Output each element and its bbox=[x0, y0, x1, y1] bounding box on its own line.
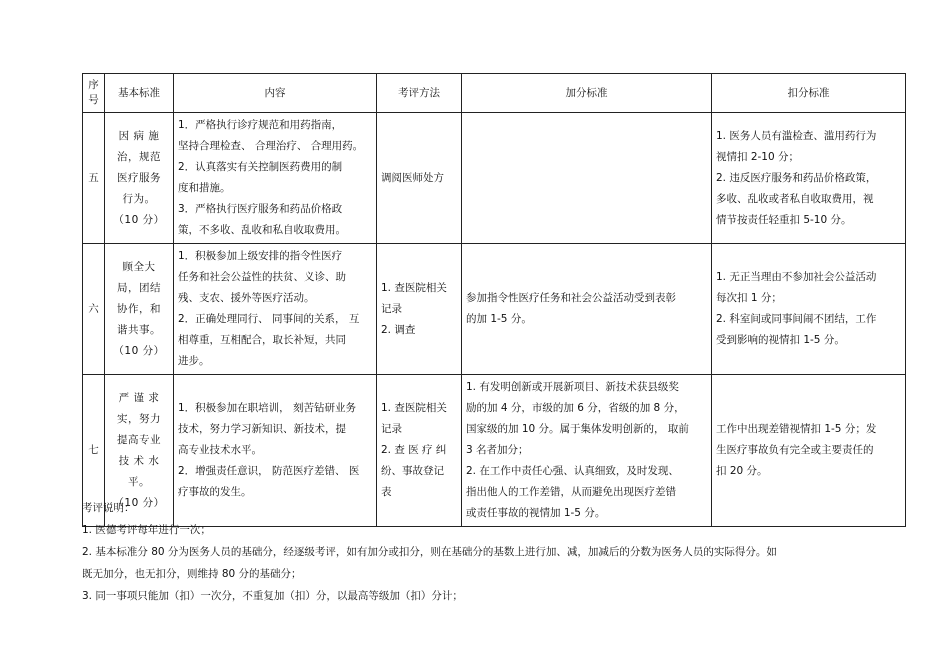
method-cell-line: 1. 查医院相关 bbox=[381, 281, 447, 294]
method-cell-line: 2. 查 医 疗 纠 bbox=[381, 444, 447, 456]
basic-standard-cell-line: 严 谨 求 bbox=[118, 391, 160, 404]
evaluation-notes bbox=[82, 497, 912, 607]
notes-line: 3. 同一事项只能加（扣）一次分，不重复加（扣）分，以最高等级加（扣）分计； bbox=[82, 590, 463, 602]
basic-standard-cell-line: （10 分） bbox=[113, 213, 165, 226]
content-cell-line: 2．认真落实有关控制医药费用的制 bbox=[178, 161, 343, 173]
content-cell-line: 技术，努力学习新知识、新技术，提 bbox=[178, 423, 346, 435]
minus-standard-cell-line: 2. 科室间或同事间闹不团结，工作 bbox=[716, 313, 877, 325]
row-number: 六 bbox=[83, 244, 105, 375]
basic-standard-cell bbox=[105, 113, 174, 244]
row-number: 七 bbox=[83, 375, 105, 527]
basic-standard-cell-line: 协作，和 bbox=[117, 302, 161, 315]
plus-standard-cell-line: 的加 1-5 分。 bbox=[466, 313, 532, 325]
plus-standard-cell-line: 国家级的加 10 分。属于集体发明创新的， 取前 bbox=[466, 423, 689, 435]
method-cell-line: 表 bbox=[381, 486, 392, 498]
minus-standard-cell-line: 每次扣 1 分； bbox=[716, 292, 782, 304]
basic-standard-cell bbox=[105, 244, 174, 375]
method-cell-line: 记录 bbox=[381, 302, 402, 315]
plus-standard-cell-line: 1. 有发明创新或开展新项目、新技术获县级奖 bbox=[466, 381, 679, 393]
notes-line: 既无加分，也无扣分，则维持 80 分的基础分； bbox=[82, 568, 302, 580]
method-cell-line: 调阅医师处方 bbox=[381, 171, 444, 184]
basic-standard-cell-line: （10 分） bbox=[113, 496, 165, 509]
plus-standard-cell-line: 励的加 4 分，市级的加 6 分，省级的加 8 分， bbox=[466, 402, 685, 414]
basic-standard-cell-line: 顾全大 bbox=[122, 260, 156, 273]
plus-standard-cell-line: 指出他人的工作差错，从而避免出现医疗差错 bbox=[466, 486, 676, 498]
plus-standard-cell-line: 3 名者加分； bbox=[466, 444, 529, 456]
basic-standard-cell-line: 技 术 水 bbox=[118, 454, 160, 467]
row-number: 五 bbox=[83, 113, 105, 244]
minus-standard-cell-line: 扣 20 分。 bbox=[716, 465, 768, 477]
content-cell bbox=[174, 244, 377, 375]
header-no: 序号 bbox=[83, 74, 105, 113]
content-cell-line: 任务和社会公益性的扶贫、义诊、助 bbox=[178, 271, 346, 283]
plus-standard-cell-line: 2. 在工作中责任心强、认真细致，及时发现、 bbox=[466, 465, 679, 477]
basic-standard-cell-line: 局，团结 bbox=[117, 281, 161, 294]
basic-standard-cell-line: 平。 bbox=[128, 475, 150, 488]
content-cell-line: 残、支农、援外等医疗活动。 bbox=[178, 292, 315, 304]
notes-line: 1. 医德考评每年进行一次； bbox=[82, 524, 211, 536]
plus-standard-cell-line: 参加指令性医疗任务和社会公益活动受到表彰 bbox=[466, 292, 676, 304]
header-plus: 加分标准 bbox=[462, 74, 712, 113]
minus-standard-cell-line: 1. 无正当理由不参加社会公益活动 bbox=[716, 271, 877, 283]
content-cell-line: 1．积极参加上级安排的指令性医疗 bbox=[178, 250, 343, 262]
header-minus: 扣分标准 bbox=[712, 74, 906, 113]
content-cell-line: 1．积极参加在职培训， 刻苦钻研业务 bbox=[178, 402, 357, 414]
basic-standard-cell-line: 医疗服务 bbox=[117, 171, 161, 184]
header-method: 考评方法 bbox=[377, 74, 462, 113]
basic-standard-cell-line: 提高专业 bbox=[117, 433, 161, 446]
content-cell bbox=[174, 113, 377, 244]
notes-title: 考评说明： bbox=[82, 502, 135, 514]
content-cell-line: 疗事故的发生。 bbox=[178, 486, 252, 498]
method-cell-line: 2. 调查 bbox=[381, 323, 416, 336]
method-cell-line: 1. 查医院相关 bbox=[381, 402, 447, 414]
basic-standard-cell-line: 行为。 bbox=[122, 192, 156, 205]
basic-standard-cell-line: 谐共事。 bbox=[117, 323, 161, 336]
content-cell-line: 3．严格执行医疗服务和药品价格政 bbox=[178, 203, 343, 215]
header-basic: 基本标准 bbox=[105, 74, 174, 113]
minus-standard-cell bbox=[712, 244, 906, 375]
method-cell bbox=[377, 113, 462, 244]
minus-standard-cell-line: 工作中出现差错视情扣 1-5 分；发 bbox=[716, 423, 877, 435]
header-content: 内容 bbox=[174, 74, 377, 113]
content-cell-line: 相尊重，互相配合，取长补短，共同 bbox=[178, 334, 346, 346]
basic-standard-cell-line: （10 分） bbox=[113, 344, 165, 357]
evaluation-table bbox=[82, 73, 906, 527]
minus-standard-cell-line: 情节按责任轻重扣 5-10 分。 bbox=[716, 213, 852, 226]
content-cell-line: 策，不多收、乱收和私自收取费用。 bbox=[178, 224, 346, 236]
content-cell-line: 2．正确处理同行、 同事间的关系， 互 bbox=[178, 313, 360, 325]
content-cell-line: 度和措施。 bbox=[178, 182, 231, 194]
basic-standard-cell-line: 治，规范 bbox=[117, 150, 161, 163]
minus-standard-cell-line: 多收、乱收或者私自收取费用，视 bbox=[716, 192, 874, 205]
plus-standard-cell bbox=[462, 113, 712, 244]
minus-standard-cell-line: 1. 医务人员有滥检查、滥用药行为 bbox=[716, 129, 877, 142]
minus-standard-cell-line: 2. 违反医疗服务和药品价格政策， bbox=[716, 171, 877, 184]
table-header-row bbox=[83, 74, 906, 113]
table-row bbox=[83, 244, 906, 375]
content-cell-line: 进步。 bbox=[178, 355, 210, 367]
content-cell-line: 1．严格执行诊疗规范和用药指南， bbox=[178, 119, 343, 131]
minus-standard-cell-line: 视情扣 2-10 分； bbox=[716, 150, 800, 163]
content-cell-line: 2．增强责任意识， 防范医疗差错、 医 bbox=[178, 465, 360, 477]
table-row bbox=[83, 113, 906, 244]
plus-standard-cell bbox=[462, 244, 712, 375]
method-cell-line: 记录 bbox=[381, 423, 402, 435]
content-cell-line: 高专业技术水平。 bbox=[178, 444, 262, 456]
basic-standard-cell-line: 实，努力 bbox=[117, 412, 161, 425]
notes-line: 2. 基本标准分 80 分为医务人员的基础分，经逐级考评，如有加分或扣分，则在基础分的基数上进行加、减，加减后的分数为医务人员的实际得分。如 bbox=[82, 546, 777, 558]
minus-standard-cell-line: 受到影响的视情扣 1-5 分。 bbox=[716, 334, 845, 346]
minus-standard-cell-line: 生医疗事故负有完全或主要责任的 bbox=[716, 444, 874, 456]
minus-standard-cell bbox=[712, 113, 906, 244]
basic-standard-cell-line: 因 病 施 bbox=[118, 129, 160, 142]
plus-standard-cell-line: 或责任事故的视情加 1-5 分。 bbox=[466, 507, 606, 519]
method-cell bbox=[377, 244, 462, 375]
method-cell-line: 纷、事故登记 bbox=[381, 465, 444, 477]
content-cell-line: 坚持合理检查、 合理治疗、 合理用药。 bbox=[178, 140, 364, 152]
